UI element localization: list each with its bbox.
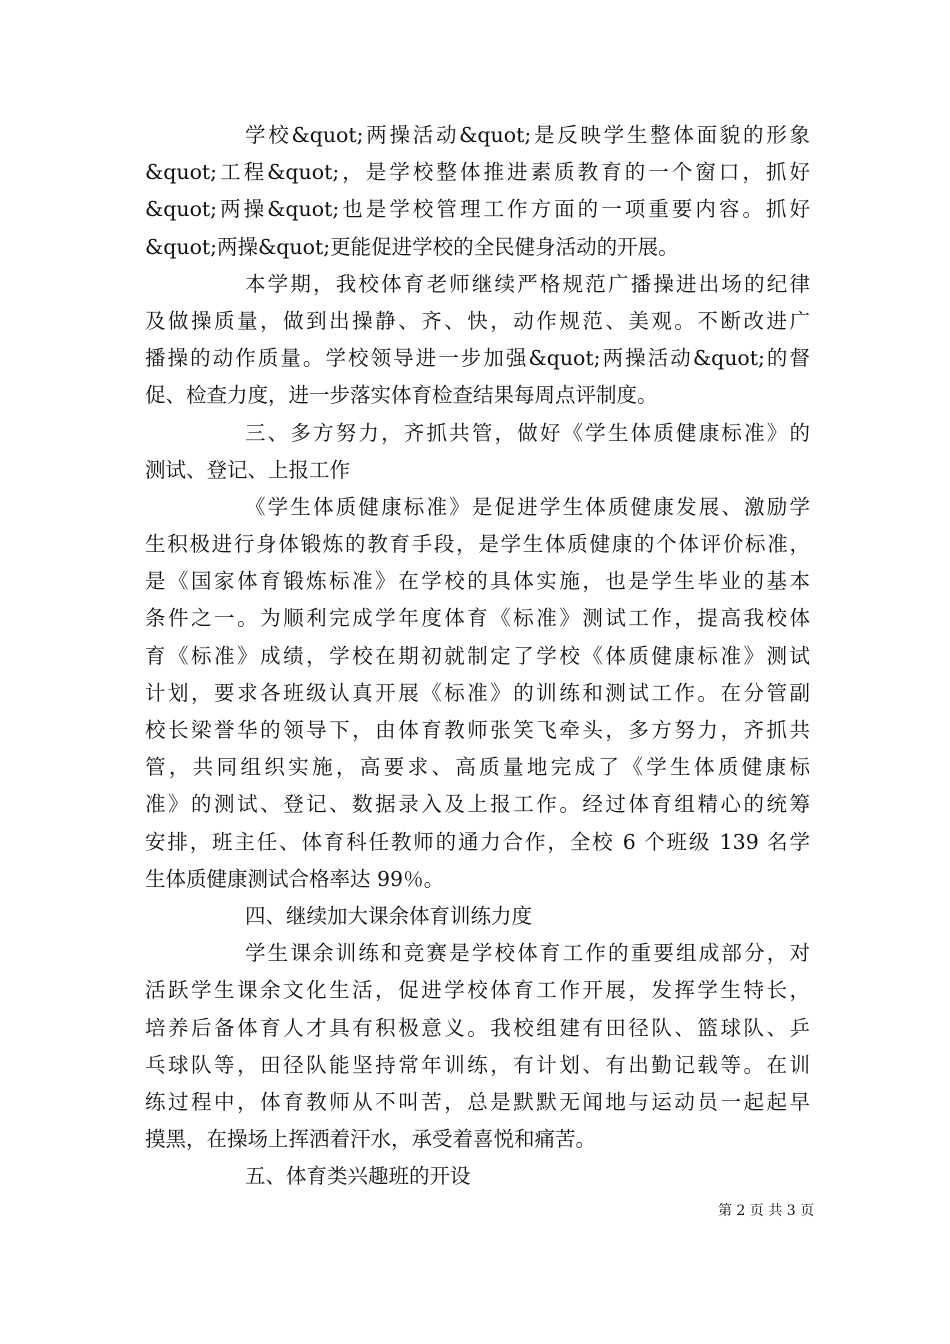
paragraph-line: 摸黑，在操场上挥洒着汗水，承受着喜悦和痛苦。	[145, 1127, 596, 1152]
paragraph-line: 促、检查力度，进一步落实体育检查结果每周点评制度。	[145, 383, 658, 408]
page-number-footer: 第 2 页 共 3 页	[718, 1203, 815, 1219]
paragraph-line: 校长梁誉华的领导下，由体育教师张笑飞牵头，多方努力，齐抓共	[145, 718, 810, 742]
paragraph-line: 学生课余训练和竞赛是学校体育工作的重要组成部分，对	[245, 941, 810, 966]
paragraph-line: 生体质健康测试合格率达 99％。	[145, 866, 445, 891]
paragraph-line: 活跃学生课余文化生活，促进学校体育工作开展，发挥学生特长，	[145, 978, 810, 1003]
section-heading-3: 三、多方努力，齐抓共管，做好《学生体质健康标准》的	[245, 420, 810, 445]
document-body	[145, 117, 810, 1195]
paragraph-line: 准》的测试、登记、数据录入及上报工作。经过体育组精心的统筹	[145, 792, 810, 817]
paragraph-line: 是《国家体育锻炼标准》在学校的具体实施，也是学生毕业的基本	[145, 569, 810, 594]
paragraph-line: 条件之一。为顺利完成学年度体育《标准》测试工作，提高我校体	[145, 606, 810, 631]
paragraph-line: 乓球队等，田径队能坚持常年训练，有计划、有出勤记载等。在训	[145, 1052, 810, 1077]
paragraph-line: &quot;工程&quot;，是学校整体推进素质教育的一个窗口，抓好	[145, 160, 810, 185]
paragraph-line: 本学期，我校体育老师继续严格规范广播操进出场的纪律	[245, 271, 810, 296]
paragraph-line: &quot;两操&quot;更能促进学校的全民健身活动的开展。	[145, 234, 679, 259]
paragraph-line: 计划，要求各班级认真开展《标准》的训练和测试工作。在分管副	[145, 680, 810, 705]
paragraph-line: 练过程中，体育教师从不叫苦，总是默默无闻地与运动员一起起早	[145, 1089, 810, 1114]
paragraph-line: 育《标准》成绩，学校在期初就制定了学校《体质健康标准》测试	[145, 643, 810, 668]
paragraph-line: 学校&quot;两操活动&quot;是反映学生整体面貌的形象	[245, 123, 810, 147]
paragraph-line: 培养后备体育人才具有积极意义。我校组建有田径队、篮球队、乒	[145, 1015, 810, 1040]
paragraph-line: 管，共同组织实施，高要求、高质量地完成了《学生体质健康标	[145, 755, 810, 780]
section-heading-4: 四、继续加大课余体育训练力度	[245, 903, 532, 928]
section-heading-3-cont: 测试、登记、上报工作	[145, 457, 350, 482]
paragraph-line: &quot;两操&quot;也是学校管理工作方面的一项重要内容。抓好	[145, 197, 810, 222]
paragraph-line: 及做操质量，做到出操静、齐、快，动作规范、美观。不断改进广	[145, 308, 810, 333]
paragraph-line: 生积极进行身体锻炼的教育手段，是学生体质健康的个体评价标准，	[145, 532, 810, 557]
section-heading-5: 五、体育类兴趣班的开设	[245, 1164, 471, 1189]
paragraph-line: 安排，班主任、体育科任教师的通力合作，全校 6 个班级 139 名学	[145, 829, 810, 854]
paragraph-line: 播操的动作质量。学校领导进一步加强&quot;两操活动&quot;的督	[145, 346, 810, 371]
paragraph-line: 《学生体质健康标准》是促进学生体质健康发展、激励学	[245, 494, 810, 519]
